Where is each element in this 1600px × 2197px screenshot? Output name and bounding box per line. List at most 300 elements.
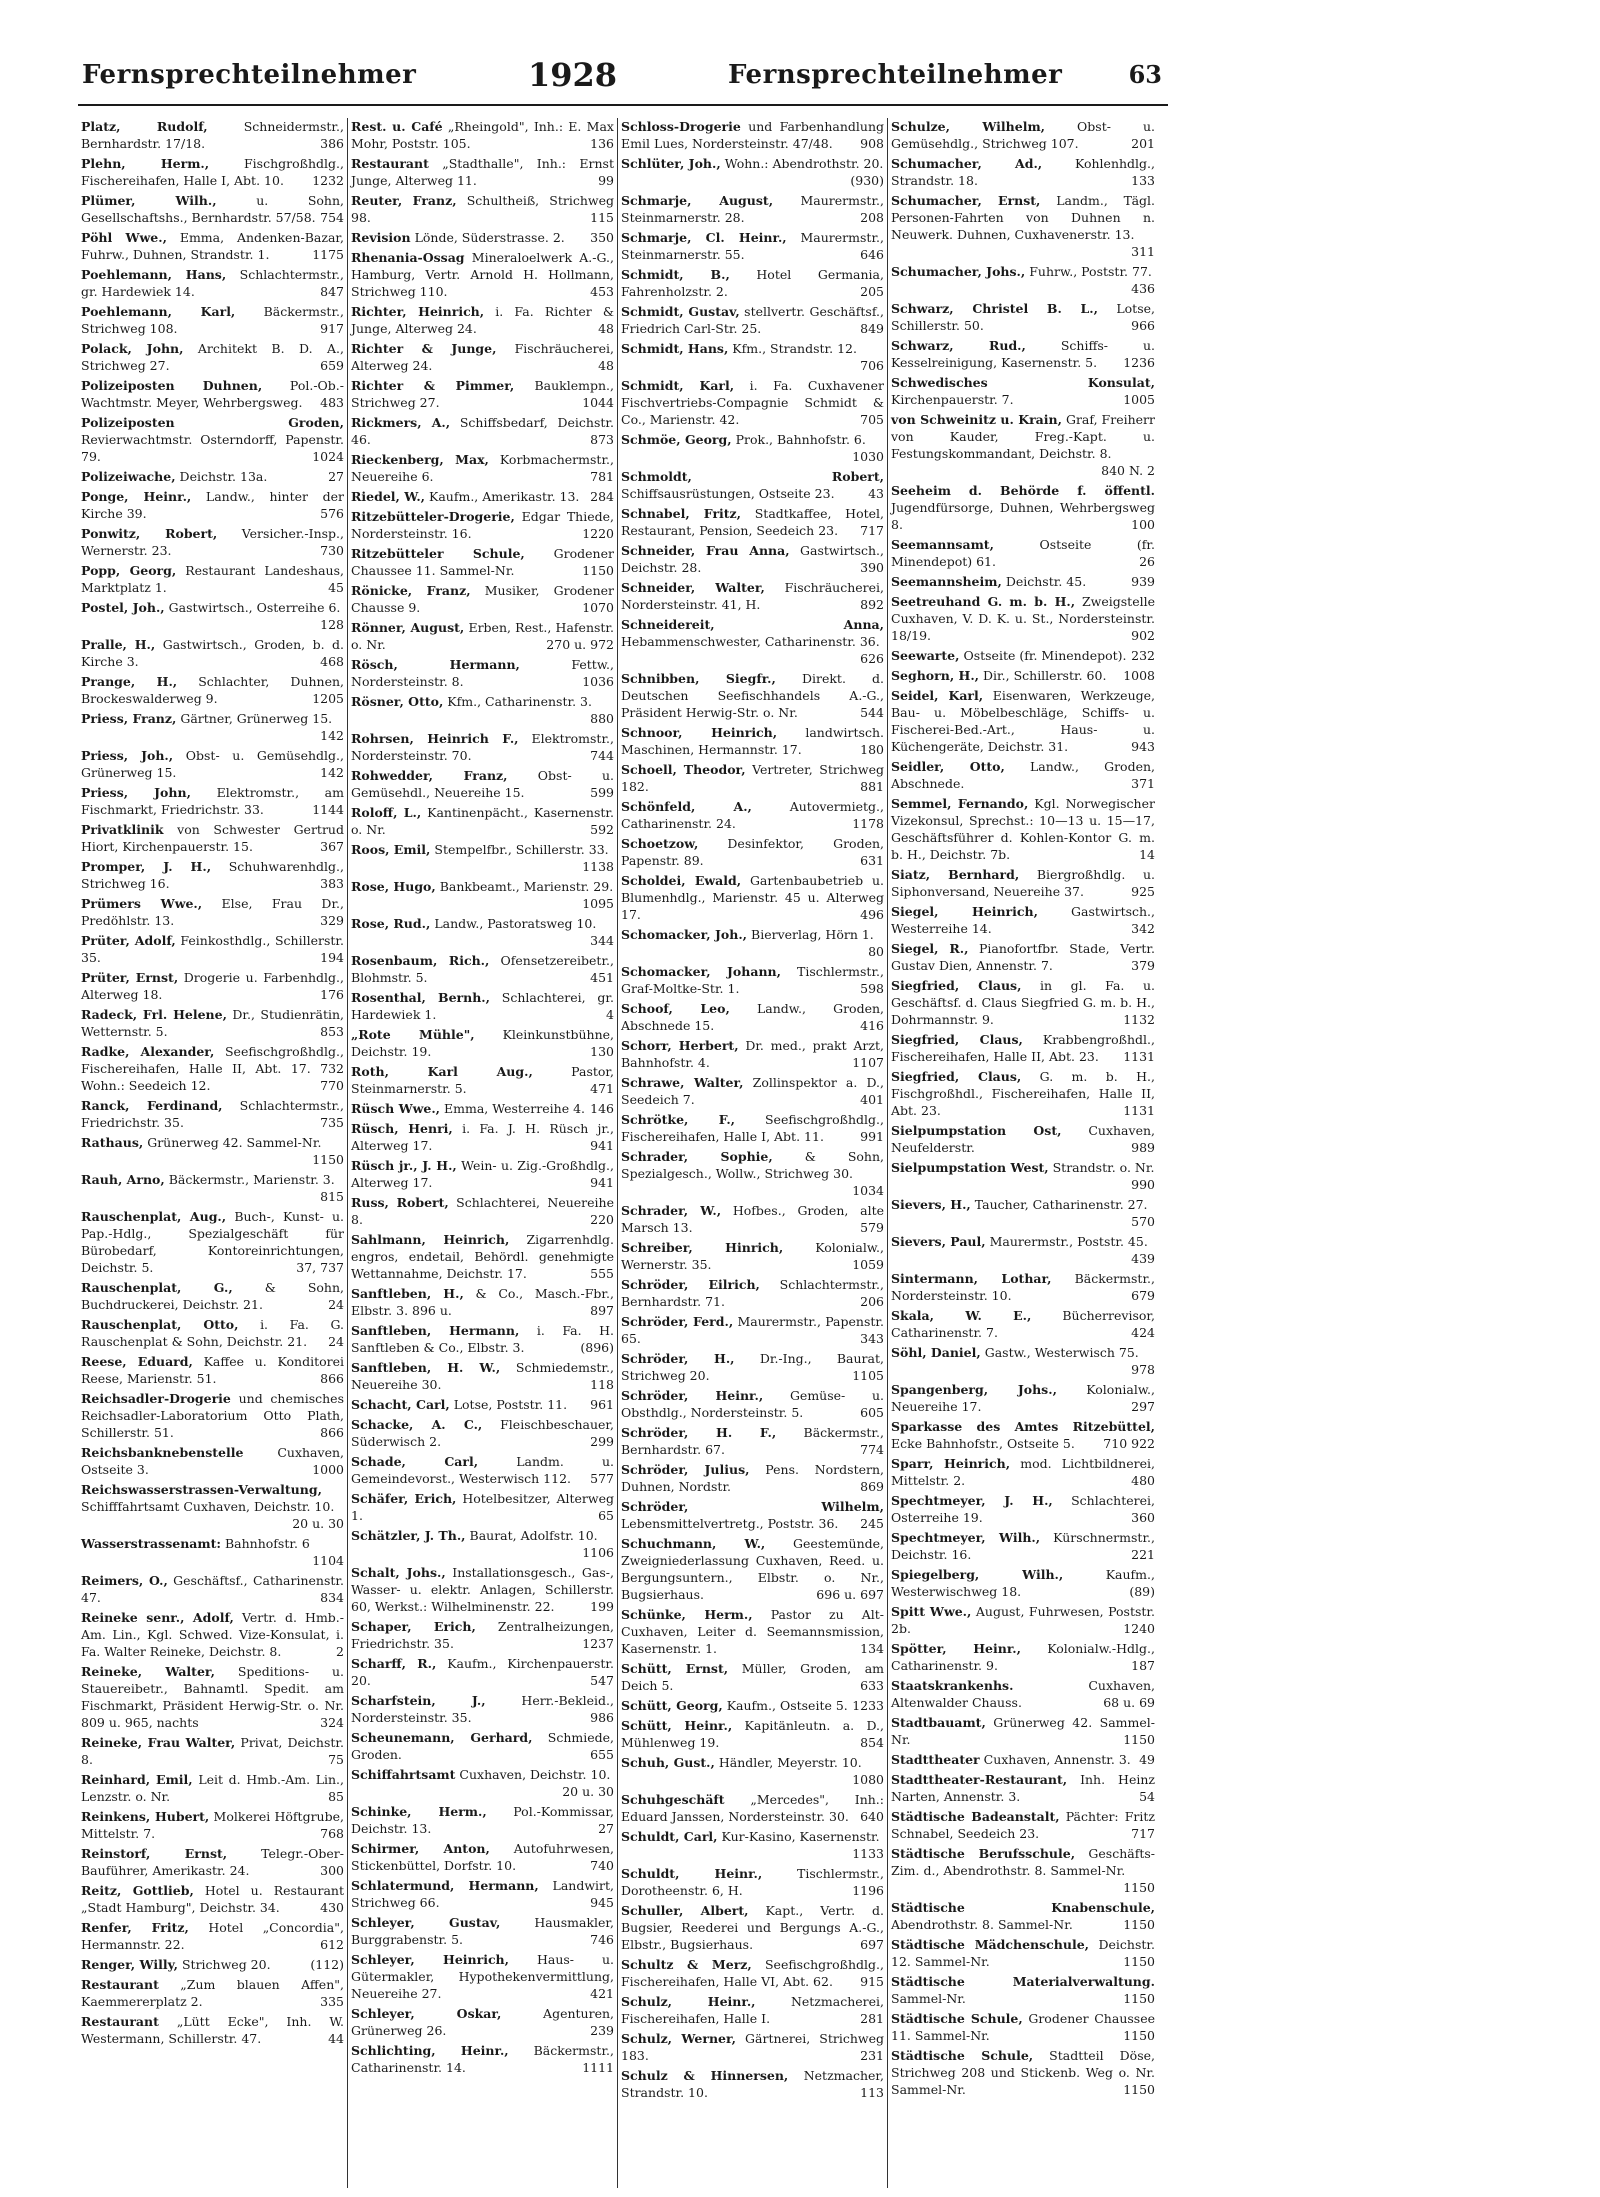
phone-number: 421	[590, 1986, 614, 2001]
directory-entry	[621, 963, 884, 997]
subscriber-details: Ecke Bahnhofstr., Ostseite 5.	[891, 1436, 1075, 1451]
subscriber-details: Schlachter, Duhnen, Brockeswalderweg 9.	[81, 674, 344, 706]
directory-entry	[81, 1279, 344, 1313]
phone-number: 640	[860, 1809, 884, 1824]
phone-number: 100	[1131, 517, 1155, 532]
directory-entry	[81, 1208, 344, 1276]
subscriber-details: Bäckermstr., Nordersteinstr. 10.	[891, 1271, 1155, 1303]
directory-entry	[621, 1660, 884, 1694]
directory-entry	[351, 989, 614, 1023]
subscriber-name: Rüsch jr., J. H.,	[351, 1158, 457, 1173]
subscriber-name: Schmarje, Cl. Heinr.,	[621, 230, 787, 245]
subscriber-name: Rönner, August,	[351, 620, 465, 635]
subscriber-details: Kfm., Catharinenstr. 3.	[447, 694, 592, 709]
subscriber-name: Seemannsamt,	[891, 537, 994, 552]
directory-entry	[621, 670, 884, 721]
directory-entry	[351, 1063, 614, 1097]
phone-number: 770	[320, 1078, 344, 1093]
subscriber-name: Städtische Badeanstalt,	[891, 1809, 1060, 1824]
subscriber-name: Schloss-Drogerie	[621, 119, 741, 134]
subscriber-name: Ritzebütteler Schule,	[351, 546, 525, 561]
subscriber-name: Spangenberg, Johs.,	[891, 1382, 1057, 1397]
subscriber-name: Rösch, Hermann,	[351, 657, 520, 672]
directory-entry	[891, 1381, 1155, 1415]
directory-page	[78, 52, 1168, 2100]
phone-number: 1150	[582, 563, 614, 578]
phone-number: 496	[860, 907, 884, 922]
directory-entry	[621, 266, 884, 300]
directory-entry	[81, 1097, 344, 1131]
subscriber-name: Schacht, Carl,	[351, 1397, 450, 1412]
subscriber-name: Schneider, Walter,	[621, 580, 765, 595]
subscriber-name: Rosenbaum, Rich.,	[351, 953, 490, 968]
directory-entry	[891, 374, 1155, 408]
subscriber-details: Jugendfürsorge, Duhnen, Wehrbergsweg 8.	[891, 500, 1155, 532]
subscriber-name: Prange, H.,	[81, 674, 178, 689]
subscriber-name: Schoof, Leo,	[621, 1001, 730, 1016]
phone-number: 205	[860, 284, 884, 299]
phone-number: 239	[590, 2023, 614, 2038]
subscriber-details: Pianofortfbr. Stade, Vertr. Gustav Dien, Annenstr. 7.	[891, 941, 1155, 973]
subscriber-details: Pastor zu Alt-Cuxhaven, Leiter d. Seemannsmission, Kasernenstr. 1.	[621, 1607, 884, 1656]
directory-entry	[81, 1353, 344, 1387]
directory-entry	[621, 1754, 884, 1788]
subscriber-details: Versicher.-Insp., Wernerstr. 23.	[81, 526, 344, 558]
subscriber-name: Reitz, Gottlieb,	[81, 1883, 194, 1898]
subscriber-details: Dr., Studienrätin, Wetternstr. 5.	[81, 1007, 344, 1039]
subscriber-name: Schrader, Sophie,	[621, 1149, 773, 1164]
subscriber-name: Seeheim d. Behörde f. öffentl.	[891, 483, 1155, 498]
directory-entry	[891, 1566, 1155, 1600]
directory-columns	[78, 118, 1168, 2188]
subscriber-name: Schoell, Theodor,	[621, 762, 746, 777]
subscriber-name: Schröder, H. F.,	[621, 1425, 777, 1440]
subscriber-details: Schlachtermstr., Bernhardstr. 71.	[621, 1277, 884, 1309]
subscriber-details: Fischräucherei, Alterweg 24.	[351, 341, 614, 373]
subscriber-name: Rüsch Wwe.,	[351, 1101, 441, 1116]
subscriber-name: Seemannsheim,	[891, 574, 1002, 589]
phone-number: 118	[590, 1377, 614, 1392]
subscriber-details: Obst- u. Gemüsehdl., Neuereihe 15.	[351, 768, 614, 800]
directory-entry	[891, 687, 1155, 755]
phone-number: 1150	[1123, 2028, 1155, 2043]
phone-number: 187	[1131, 1658, 1155, 1673]
subscriber-details: Maurermstr., Papenstr. 65.	[621, 1314, 884, 1346]
phone-number: 386	[320, 136, 344, 151]
phone-number: 577	[590, 1471, 614, 1486]
subscriber-details: Fuhrw., Poststr. 77.	[1029, 264, 1152, 279]
phone-number: 45	[328, 580, 344, 595]
phone-number: 130	[590, 1044, 614, 1059]
directory-entry	[891, 940, 1155, 974]
directory-entry	[81, 1663, 344, 1731]
subscriber-name: Semmel, Fernando,	[891, 796, 1029, 811]
subscriber-name: Plehn, Herm.,	[81, 156, 210, 171]
directory-entry	[891, 1640, 1155, 1674]
subscriber-details: Biergroßhdlg. u. Siphonversand, Neuereihe 37.	[891, 867, 1155, 899]
subscriber-name: Pralle, H.,	[81, 637, 156, 652]
subscriber-details: Elektromstr., Nordersteinstr. 70.	[351, 731, 614, 763]
directory-entry	[351, 1803, 614, 1837]
subscriber-name: Sievers, H.,	[891, 1197, 971, 1212]
subscriber-name: Schröder, Julius,	[621, 1462, 750, 1477]
directory-entry	[891, 1031, 1155, 1065]
subscriber-details: Strichweg 20.	[181, 1957, 271, 1972]
subscriber-name: Reineke, Frau Walter,	[81, 1735, 236, 1750]
directory-entry	[81, 858, 344, 892]
directory-entry	[621, 1313, 884, 1347]
phone-number: 655	[590, 1747, 614, 1762]
directory-entry	[891, 1307, 1155, 1341]
phone-number: 284	[590, 489, 614, 504]
subscriber-details: i. Fa. H. Sanftleben & Co., Elbstr. 3.	[351, 1323, 614, 1355]
phone-number: 360	[1131, 1510, 1155, 1525]
subscriber-details: Bäckermstr., Bernhardstr. 67.	[621, 1425, 884, 1457]
directory-entry	[351, 1914, 614, 1948]
header-left-title: Fernsprechteilnehmer	[82, 60, 417, 90]
directory-entry	[621, 340, 884, 374]
directory-entry	[891, 1418, 1155, 1452]
directory-entry	[351, 1840, 614, 1874]
subscriber-details: Tischlermstr., Dorotheenstr. 6, H.	[621, 1866, 884, 1898]
phone-number: 834	[320, 1590, 344, 1605]
subscriber-details: Maurermstr., Steinmarnerstr. 28.	[621, 193, 884, 225]
subscriber-details: Buch-, Kunst- u. Pap.-Hdlg., Spezialgeschäft für Bürobedarf, Kontoreinrichtungen, Deichstr. 5.	[81, 1209, 344, 1275]
subscriber-details: Deichstr. 45.	[1005, 574, 1087, 589]
phone-number: 43	[868, 486, 884, 501]
subscriber-name: Schumacher, Johs.,	[891, 264, 1026, 279]
directory-entry	[891, 1122, 1155, 1156]
phone-number: 201	[1131, 136, 1155, 151]
subscriber-name: Städtische Mädchenschule,	[891, 1937, 1090, 1952]
phone-number: 194	[320, 950, 344, 965]
directory-entry	[891, 1899, 1155, 1933]
phone-number: 744	[590, 748, 614, 763]
phone-number: 1111	[582, 2060, 614, 2075]
directory-entry	[621, 798, 884, 832]
subscriber-name: Schmidt, Karl,	[621, 378, 735, 393]
subscriber-details: Vertr. d. Hmb.-Am. Lin., Kgl. Schwed. Vize-Konsulat, i. Fa. Walter Reineke, Deichstr. 8.	[81, 1610, 344, 1659]
directory-entry	[81, 1481, 344, 1532]
phone-number: 136	[590, 136, 614, 151]
subscriber-details: i. Fa. J. H. Rüsch jr., Alterweg 17.	[351, 1121, 614, 1153]
phone-number: 866	[320, 1425, 344, 1440]
phone-number: 941	[590, 1138, 614, 1153]
directory-entry	[81, 303, 344, 337]
subscriber-details: Zigarrenhdlg. engros, endetail, Behördl. genehmigte Wettannahme, Deichstr. 17.	[351, 1232, 614, 1281]
phone-number: 1024	[312, 449, 344, 464]
subscriber-details: Hausmakler, Burggrabenstr. 5.	[351, 1915, 614, 1947]
phone-number: 20 u. 30	[292, 1516, 344, 1531]
subscriber-name: Promper, J. H.,	[81, 859, 212, 874]
subscriber-details: Obst- u. Gemüsehdlg., Strichweg 107.	[891, 119, 1155, 151]
subscriber-name: Restaurant	[351, 156, 429, 171]
directory-entry	[351, 1877, 614, 1911]
subscriber-details: Schiffs- u. Kesselreinigung, Kasernenstr. 5.	[891, 338, 1155, 370]
subscriber-details: Emma, Andenken-Bazar, Fuhrw., Duhnen, Strandstr. 1.	[81, 230, 344, 262]
phone-number: 24	[328, 1297, 344, 1312]
subscriber-name: Roth, Karl Aug.,	[351, 1064, 533, 1079]
phone-number: 208	[860, 210, 884, 225]
directory-entry	[891, 1973, 1155, 2007]
subscriber-details: Netzmacherei, Fischereihafen, Halle I.	[621, 1994, 884, 2026]
subscriber-details: Grodener Chaussee 11. Sammel-Nr.	[351, 546, 614, 578]
subscriber-name: Schalt, Johs.,	[351, 1565, 446, 1580]
subscriber-name: Roloff, L.,	[351, 805, 422, 820]
directory-entry	[351, 1655, 614, 1689]
subscriber-details: Fleischbeschauer, Süderwisch 2.	[351, 1417, 614, 1449]
phone-number: 297	[1131, 1399, 1155, 1414]
subscriber-details: G. m. b. H., Fischgroßhdl., Fischereihafen, Halle II, Abt. 23.	[891, 1069, 1155, 1118]
phone-number: 424	[1131, 1325, 1155, 1340]
phone-number: 1220	[582, 526, 614, 541]
phone-number: 335	[320, 1994, 344, 2009]
phone-number: 1236	[1123, 355, 1155, 370]
directory-entry	[891, 337, 1155, 371]
phone-number: 270 u. 972	[546, 637, 614, 652]
subscriber-details: Gastwirtsch., Westerreihe 14.	[891, 904, 1155, 936]
subscriber-name: Reimers, O.,	[81, 1573, 168, 1588]
directory-entry	[351, 1527, 614, 1561]
phone-number: 1144	[312, 802, 344, 817]
directory-entry	[891, 1603, 1155, 1637]
phone-number: 113	[860, 2085, 884, 2100]
directory-entry	[81, 488, 344, 522]
subscriber-name: Schnibben, Siegfr.,	[621, 671, 776, 686]
subscriber-details: Herr.-Bekleid., Nordersteinstr. 35.	[351, 1693, 614, 1725]
directory-entry	[891, 263, 1155, 297]
directory-entry	[81, 1919, 344, 1953]
directory-entry	[81, 1771, 344, 1805]
subscriber-name: „Rote Mühle",	[351, 1027, 475, 1042]
subscriber-name: Schrawe, Walter,	[621, 1075, 744, 1090]
subscriber-details: Kirchenpauerstr. 7.	[891, 392, 1014, 407]
directory-entry	[621, 505, 884, 539]
subscriber-name: Spiegelberg, Wilh.,	[891, 1567, 1064, 1582]
subscriber-details: Stadtkaffee, Hotel, Restaurant, Pension, Seedeich 23.	[621, 506, 884, 538]
subscriber-details: Vertreter, Strichweg 182.	[621, 762, 884, 794]
directory-entry	[891, 155, 1155, 189]
phone-number: 1175	[312, 247, 344, 262]
subscriber-details: Fettw., Nordersteinstr. 8.	[351, 657, 614, 689]
subscriber-name: Priess, Joh.,	[81, 748, 174, 763]
phone-number: 853	[320, 1024, 344, 1039]
subscriber-details: Zweigstelle Cuxhaven, V. D. K. u. St., Nordersteinstr. 18/19.	[891, 594, 1155, 643]
subscriber-details: Emma, Westerreihe 4.	[444, 1101, 586, 1116]
phone-number: 49	[1139, 1752, 1155, 1767]
subscriber-name: Rauh, Arno,	[81, 1172, 165, 1187]
phone-number: 2	[336, 1644, 344, 1659]
subscriber-details: Dr. med., prakt Arzt, Bahnhofstr. 4.	[621, 1038, 884, 1070]
subscriber-name: Seghorn, H.,	[891, 668, 980, 683]
subscriber-name: Scharfstein, J.,	[351, 1693, 486, 1708]
subscriber-details: Hotel u. Restaurant „Stadt Hamburg", Deichstr. 34.	[81, 1883, 344, 1915]
directory-entry	[351, 414, 614, 448]
subscriber-details: Bahnhofstr. 6	[224, 1536, 310, 1551]
phone-number: 220	[590, 1212, 614, 1227]
subscriber-details: Dr.-Ing., Baurat, Strichweg 20.	[621, 1351, 884, 1383]
subscriber-name: Postel, Joh.,	[81, 600, 165, 615]
directory-entry	[621, 1717, 884, 1751]
subscriber-details: Haus- u. Gütermakler, Hypothekenvermittlung, Neuereihe 27.	[351, 1952, 614, 2001]
subscriber-details: Korbmachermstr., Neuereihe 6.	[351, 452, 614, 484]
subscriber-details: Autovermietg., Catharinenstr. 24.	[621, 799, 884, 831]
subscriber-details: Bankbeamt., Marienstr. 29.	[439, 879, 614, 894]
directory-entry	[621, 1828, 884, 1862]
directory-entry	[621, 761, 884, 795]
subscriber-name: Schuldt, Carl,	[621, 1829, 718, 1844]
subscriber-name: Schwedisches Konsulat,	[891, 375, 1155, 390]
directory-entry	[81, 1734, 344, 1768]
phone-number: 75	[328, 1752, 344, 1767]
subscriber-details: Schifffahrtsamt Cuxhaven, Deichstr. 10.	[81, 1499, 335, 1514]
subscriber-name: Schaper, Erich,	[351, 1619, 476, 1634]
directory-entry	[351, 1100, 614, 1117]
subscriber-name: Schacke, A. C.,	[351, 1417, 483, 1432]
subscriber-details: Fischräucherei, Nordersteinstr. 41, H.	[621, 580, 884, 612]
phone-number: 943	[1131, 739, 1155, 754]
subscriber-name: Rohwedder, Franz,	[351, 768, 508, 783]
subscriber-details: Else, Frau Dr., Predöhlstr. 13.	[81, 896, 344, 928]
subscriber-name: Restaurant	[81, 1977, 159, 1992]
directory-column	[618, 118, 888, 2188]
subscriber-name: Siegfried, Claus,	[891, 1069, 1022, 1084]
directory-entry	[621, 468, 884, 502]
directory-entry	[891, 647, 1155, 664]
directory-entry	[621, 377, 884, 428]
subscriber-details: Hebammenschwester, Catharinenstr. 36.	[621, 634, 880, 649]
subscriber-name: Spötter, Heinr.,	[891, 1641, 1021, 1656]
phone-number: 1232	[312, 173, 344, 188]
subscriber-details: Landm. u. Gemeindevorst., Westerwisch 112.	[351, 1454, 614, 1486]
subscriber-name: Ponwitz, Robert,	[81, 526, 218, 541]
phone-number: 555	[590, 1266, 614, 1281]
phone-number: 231	[860, 2048, 884, 2063]
subscriber-name: Richter, Heinrich,	[351, 304, 485, 319]
directory-entry	[891, 667, 1155, 684]
phone-number: 146	[590, 1101, 614, 1116]
subscriber-details: Kaufm., Kirchenpauerstr. 20.	[351, 1656, 614, 1688]
phone-number: 966	[1131, 318, 1155, 333]
directory-entry	[621, 1276, 884, 1310]
subscriber-details: Bäckermstr., Strichweg 108.	[81, 304, 344, 336]
directory-entry	[351, 508, 614, 542]
subscriber-details: Maurermstr., Poststr. 45.	[989, 1234, 1148, 1249]
phone-number: 1150	[1123, 1880, 1155, 1895]
subscriber-name: Schiffahrtsamt	[351, 1767, 456, 1782]
subscriber-details: Schlachtermstr., gr. Hardewiek 14.	[81, 267, 344, 299]
subscriber-details: Pächter: Fritz Schnabel, Seedeich 23.	[891, 1809, 1155, 1841]
subscriber-details: Bauklempn., Strichweg 27.	[351, 378, 614, 410]
subscriber-details: Abendrothstr. 8. Sammel-Nr.	[891, 1917, 1073, 1932]
phone-number: 544	[860, 705, 884, 720]
directory-entry	[621, 1535, 884, 1603]
directory-entry	[891, 1159, 1155, 1193]
subscriber-name: Schmöe, Georg,	[621, 432, 732, 447]
phone-number: 54	[1139, 1789, 1155, 1804]
phone-number: 706	[860, 358, 884, 373]
phone-number: 697	[860, 1937, 884, 1952]
phone-number: 717	[860, 523, 884, 538]
directory-entry	[351, 1026, 614, 1060]
subscriber-details: Prok., Bahnhofstr. 6.	[735, 432, 866, 447]
subscriber-details: Obst- u. Gemüsehdlg., Grünerweg 15.	[81, 748, 344, 780]
subscriber-name: Sanftleben, H. W.,	[351, 1360, 501, 1375]
subscriber-name: Sparkasse des Amtes Ritzebüttel,	[891, 1419, 1155, 1434]
subscriber-name: Schröder, Wilhelm,	[621, 1499, 884, 1514]
directory-entry	[621, 1697, 884, 1714]
directory-entry	[621, 1037, 884, 1071]
subscriber-details: Baurat, Adolfstr. 10.	[469, 1528, 598, 1543]
subscriber-name: Städtische Knabenschule,	[891, 1900, 1155, 1915]
subscriber-name: Reinstorf, Ernst,	[81, 1846, 228, 1861]
subscriber-name: Plümer, Wilh.,	[81, 193, 217, 208]
subscriber-name: Reichswasserstrassen-Verwaltung,	[81, 1482, 322, 1497]
subscriber-details: Cuxhaven, Altenwalder Chauss.	[891, 1678, 1155, 1710]
phone-number: 453	[590, 284, 614, 299]
phone-number: 383	[320, 876, 344, 891]
phone-number: 1237	[582, 1636, 614, 1651]
directory-entry	[891, 1344, 1155, 1378]
subscriber-details: Gastwirtsch., Groden, b. d. Kirche 3.	[81, 637, 344, 669]
directory-entry	[351, 1453, 614, 1487]
phone-number: 847	[320, 284, 344, 299]
subscriber-name: Stadtbauamt,	[891, 1715, 986, 1730]
subscriber-name: Scholdei, Ewald,	[621, 873, 742, 888]
directory-entry	[351, 451, 614, 485]
subscriber-details: Speditions- u. Stauereibetr., Bahnamtl. Spedit. am Fischmarkt, Präsident Herwig-Str. o. Nr. 809 u. 965, nachts	[81, 1664, 344, 1730]
phone-number: 869	[860, 1479, 884, 1494]
directory-entry	[81, 1808, 344, 1842]
directory-entry	[81, 377, 344, 411]
directory-entry	[351, 878, 614, 912]
subscriber-name: Poehlemann, Karl,	[81, 304, 236, 319]
directory-entry	[81, 1845, 344, 1879]
directory-entry	[81, 895, 344, 929]
phone-number: 1150	[1123, 2082, 1155, 2097]
subscriber-name: Söhl, Daniel,	[891, 1345, 981, 1360]
directory-entry	[81, 1572, 344, 1606]
subscriber-details: Schlachtermstr., Friedrichstr. 35.	[81, 1098, 344, 1130]
subscriber-name: Rose, Hugo,	[351, 879, 436, 894]
phone-number: 85	[328, 1789, 344, 1804]
subscriber-name: Seidel, Karl,	[891, 688, 984, 703]
phone-number: 48	[598, 321, 614, 336]
subscriber-name: Städtische Schule,	[891, 2048, 1034, 2063]
subscriber-details: Kolonialw., Wernerstr. 35.	[621, 1240, 884, 1272]
phone-number: 1150	[1123, 1917, 1155, 1932]
directory-entry	[351, 767, 614, 801]
directory-entry	[891, 795, 1155, 863]
directory-entry	[621, 1791, 884, 1825]
directory-entry	[351, 1416, 614, 1450]
subscriber-details: Ostseite (fr. Minendepot).	[963, 648, 1127, 663]
phone-number: 26	[1139, 554, 1155, 569]
subscriber-details: Stadtteil Döse, Strichweg 208 und Stickenb. Weg o. Nr. Sammel-Nr.	[891, 2048, 1155, 2097]
phone-number: 781	[590, 469, 614, 484]
subscriber-details: Strandstr. o. Nr.	[1052, 1160, 1155, 1175]
subscriber-details: Landw., hinter der Kirche 39.	[81, 489, 344, 521]
subscriber-name: Sanftleben, H.,	[351, 1286, 464, 1301]
subscriber-details: Kaufm., Ostseite 5.	[726, 1698, 848, 1713]
subscriber-details: Bierverlag, Hörn 1.	[751, 927, 874, 942]
subscriber-name: Schnoor, Heinrich,	[621, 725, 778, 740]
directory-entry	[81, 1444, 344, 1478]
directory-entry	[621, 1865, 884, 1899]
directory-entry	[621, 1148, 884, 1199]
subscriber-name: Ponge, Heinr.,	[81, 489, 192, 504]
subscriber-name: Spechtmeyer, Wilh.,	[891, 1530, 1041, 1545]
